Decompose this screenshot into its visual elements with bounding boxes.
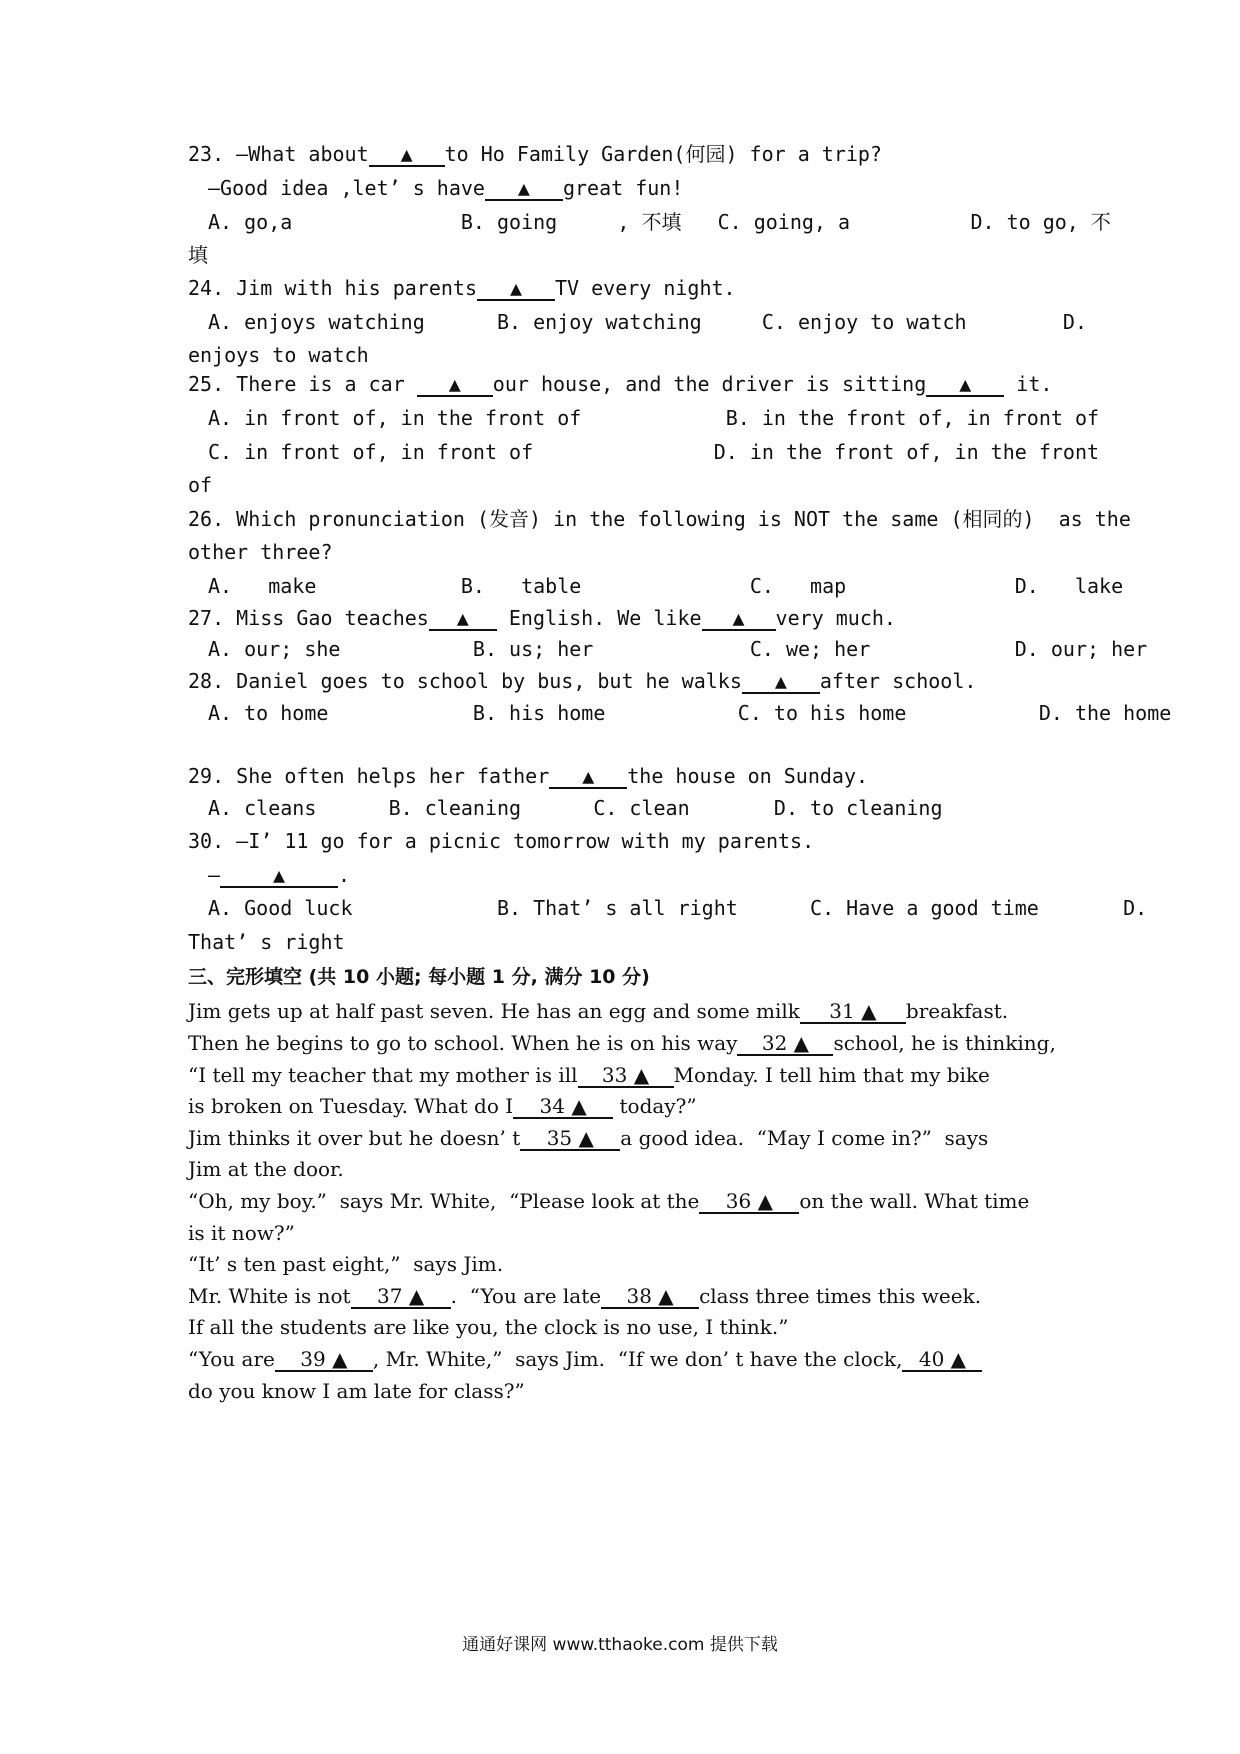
answer-blank[interactable]: ▲	[477, 277, 555, 301]
cloze-line-1: Jim gets up at half past seven. He has an egg and some milk 31 ▲ breakfast.	[188, 999, 1009, 1023]
cloze-line-7: “Oh, my boy.” says Mr. White, “Please look at the 36 ▲ on the wall. What time	[188, 1189, 1030, 1213]
q26-stem: 26. Which pronunciation (发音) in the following is NOT the same (相同的) as the	[188, 507, 1131, 531]
q27-stem: 27. Miss Gao teaches ▲ English. We like ▲ very much.	[188, 606, 896, 630]
q28-stem: 28. Daniel goes to school by bus, but he walks ▲ after school.	[188, 669, 977, 693]
cloze-blank-38[interactable]: 38 ▲	[601, 1285, 699, 1309]
answer-blank[interactable]: ▲	[369, 143, 445, 167]
cloze-line-11: If all the students are like you, the clock is no use, I think.”	[188, 1315, 789, 1339]
q30-reply: — ▲ .	[208, 863, 351, 887]
q23-options-wrap: 填	[188, 243, 208, 267]
q24-options: A. enjoys watching B. enjoy watching C. enjoy to watch D.	[208, 310, 1087, 334]
q29-options: A. cleans B. cleaning C. clean D. to cleaning	[208, 796, 943, 820]
answer-blank[interactable]: ▲	[702, 607, 776, 631]
q27-options: A. our; she B. us; her C. we; her D. our; her	[208, 637, 1148, 661]
cloze-blank-31[interactable]: 31 ▲	[800, 1000, 906, 1024]
cloze-blank-37[interactable]: 37 ▲	[351, 1285, 451, 1309]
q23-stem: 23. —What about ▲ to Ho Family Garden(何园) for a trip?	[188, 142, 882, 166]
q30-stem: 30. —I’ 11 go for a picnic tomorrow with my parents.	[188, 829, 815, 853]
cloze-line-9: “It’ s ten past eight,” says Jim.	[188, 1252, 504, 1276]
footer-credit: 通通好课网 www.tthaoke.com 提供下载	[462, 1635, 778, 1655]
q25-options-ab: A. in front of, in the front of B. in the front of, in front of	[208, 406, 1100, 430]
q23-options: A. go,a B. going , 不填 C. going, a D. to go, 不	[208, 210, 1111, 234]
answer-blank[interactable]: ▲	[549, 765, 627, 789]
q30-options: A. Good luck B. That’ s all right C. Have a good time D.	[208, 896, 1148, 920]
cloze-blank-33[interactable]: 33 ▲	[578, 1064, 674, 1088]
cloze-line-2: Then he begins to go to school. When he is on his way 32 ▲ school, he is thinking,	[188, 1031, 1056, 1055]
q26-options: A. make B. table C. map D. lake	[208, 574, 1124, 598]
cloze-blank-34[interactable]: 34 ▲	[513, 1095, 613, 1119]
cloze-blank-39[interactable]: 39 ▲	[275, 1348, 373, 1372]
answer-blank[interactable]: ▲	[429, 607, 497, 631]
q25-options-wrap: of	[188, 473, 213, 497]
q30-options-wrap: That’ s right	[188, 930, 345, 954]
cloze-blank-36[interactable]: 36 ▲	[699, 1190, 799, 1214]
q28-options: A. to home B. his home C. to his home D. the home	[208, 701, 1172, 725]
cloze-line-6: Jim at the door.	[188, 1157, 344, 1181]
cloze-line-3: “I tell my teacher that my mother is ill 33 ▲ Monday. I tell him that my bike	[188, 1063, 990, 1087]
answer-blank[interactable]: ▲	[220, 864, 338, 888]
cloze-line-13: do you know I am late for class?”	[188, 1379, 525, 1403]
q25-options-cd: C. in front of, in front of D. in the front of, in the front	[208, 440, 1100, 464]
cloze-blank-40[interactable]: 40 ▲	[902, 1348, 982, 1372]
q26-stem-wrap: other three?	[188, 540, 333, 564]
cloze-line-5: Jim thinks it over but he doesn’ t 35 ▲ a good idea. “May I come in?” says	[188, 1126, 989, 1150]
cloze-line-12: “You are 39 ▲ , Mr. White,” says Jim. “If we don’ t have the clock, 40 ▲	[188, 1346, 982, 1372]
cloze-blank-32[interactable]: 32 ▲	[737, 1032, 833, 1056]
answer-blank[interactable]: ▲	[485, 177, 563, 201]
cloze-line-8: is it now?”	[188, 1221, 295, 1245]
q24-options-wrap: enjoys to watch	[188, 343, 369, 367]
cloze-blank-35[interactable]: 35 ▲	[520, 1127, 620, 1151]
cloze-line-4: is broken on Tuesday. What do I 34 ▲ today?”	[188, 1094, 697, 1118]
answer-blank[interactable]: ▲	[742, 670, 820, 694]
q29-stem: 29. She often helps her father ▲ the house on Sunday.	[188, 764, 869, 788]
q23-reply: —Good idea ,let’ s have ▲ great fun!	[208, 176, 684, 200]
answer-blank[interactable]: ▲	[417, 373, 493, 397]
answer-blank[interactable]: ▲	[926, 373, 1004, 397]
q24-stem: 24. Jim with his parents ▲ TV every night.	[188, 276, 736, 300]
section-heading: 三、完形填空 (共 10 小题; 每小题 1 分, 满分 10 分)	[188, 966, 650, 988]
q25-stem: 25. There is a car ▲ our house, and the driver is sitting ▲ it.	[188, 372, 1053, 396]
cloze-line-10: Mr. White is not 37 ▲ . “You are late 38 ▲ class three times this week.	[188, 1284, 982, 1308]
